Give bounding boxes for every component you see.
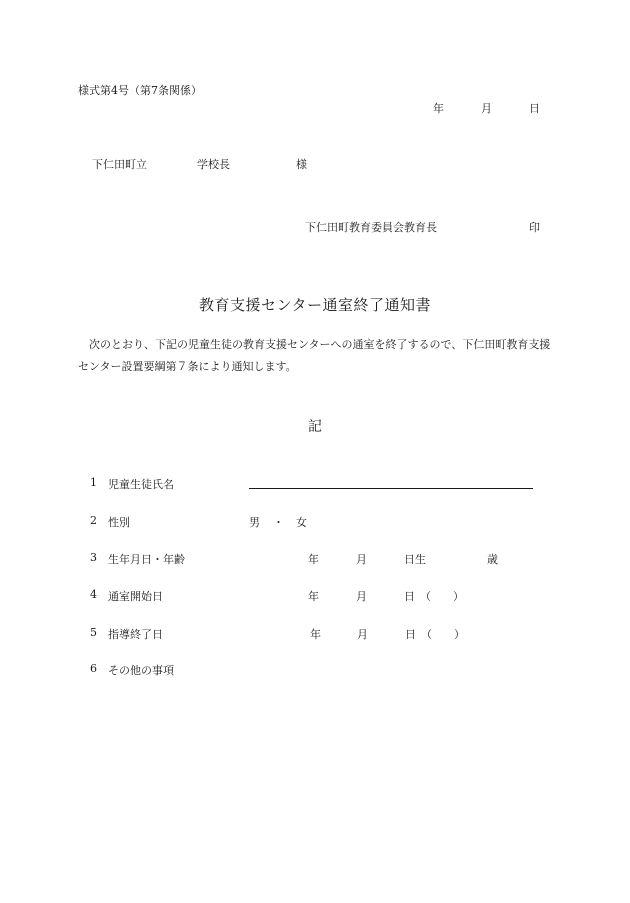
item-2-number: 2 [90,514,97,527]
item-6-label: その他の事項 [108,664,174,677]
end-month: 月 [357,628,368,641]
birth-year: 年 [308,553,319,566]
start-month: 月 [356,590,367,603]
start-day: 日 [404,590,415,603]
item-2-label: 性別 [108,516,130,529]
item-5-label: 指導終了日 [108,628,163,641]
gender-female: 女 [296,516,307,529]
recipient-school: 学校長 [197,158,230,171]
recipient-honorific: 様 [296,158,307,171]
item-3-label: 生年月日・年齢 [108,553,185,566]
item-5-number: 5 [90,626,97,639]
end-weekday: （ ） [421,628,465,641]
name-underline [249,488,533,489]
item-1-number: 1 [90,476,97,489]
gender-separator: ・ [273,516,284,529]
item-1-label: 児童生徒氏名 [108,478,174,491]
ki-heading: 記 [308,419,322,435]
recipient-town: 下仁田町立 [92,158,147,171]
date-month: 月 [481,102,492,115]
birth-day: 日生 [404,553,426,566]
form-number: 様式第4号（第7条関係） [78,84,202,97]
item-4-label: 通室開始日 [108,590,163,603]
sender-seal: 印 [529,221,540,234]
end-day: 日 [405,628,416,641]
start-year: 年 [308,590,319,603]
date-year: 年 [433,102,444,115]
age-unit: 歳 [487,553,498,566]
sender-name: 下仁田町教育委員会教育長 [305,221,437,234]
date-day: 日 [529,102,540,115]
end-year: 年 [310,628,321,641]
item-6-number: 6 [90,662,97,675]
item-4-number: 4 [90,588,97,601]
birth-month: 月 [356,553,367,566]
body-text: 次のとおり、下記の児童生徒の教育支援センターへの通室を終了するので、下仁田町教育支援センター設置要綱第７条により通知します。 [78,338,551,373]
start-weekday: （ ） [420,590,464,603]
item-3-number: 3 [90,551,97,564]
document-title: 教育支援センター通室終了通知書 [199,296,431,314]
gender-male: 男 [249,516,260,529]
